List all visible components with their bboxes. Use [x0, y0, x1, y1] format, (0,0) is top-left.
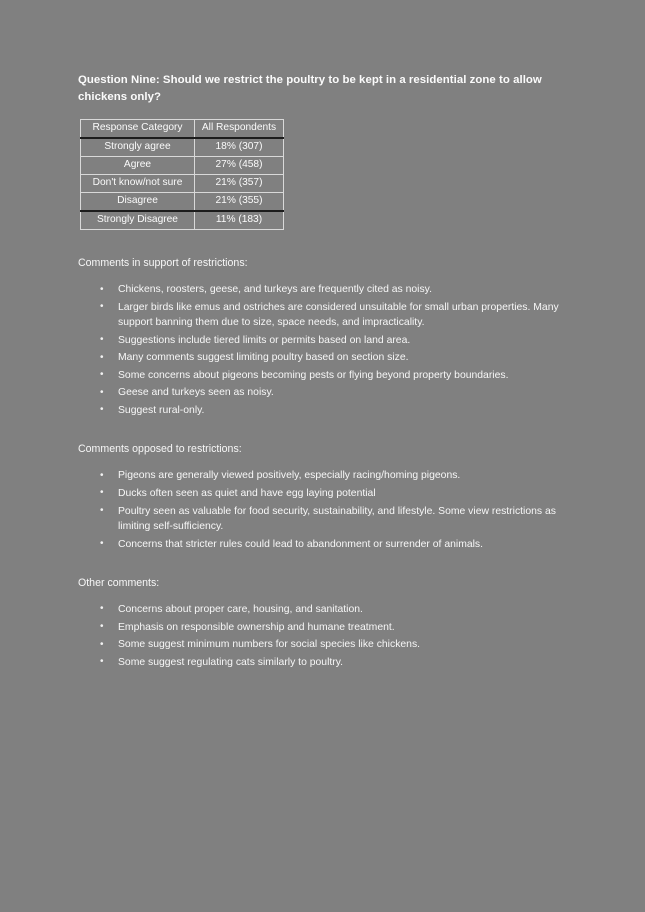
list-item: • Suggestions include tiered limits or permits based on land area. [78, 333, 567, 348]
list-item: • Concerns about proper care, housing, and sanitation. [78, 602, 567, 617]
list-item: • Some suggest regulating cats similarly to poultry. [78, 655, 567, 670]
list-item: • Some concerns about pigeons becoming pests or flying beyond property boundaries. [78, 368, 567, 383]
column-header-all-respondents: All Respondents [195, 120, 284, 139]
bullet-list [78, 602, 567, 670]
table-row [81, 193, 284, 212]
section-heading: Comments in support of restrictions: [78, 257, 248, 269]
list-item: • Emphasis on responsible ownership and humane treatment. [78, 620, 567, 635]
list-item: • Poultry seen as valuable for food security, sustainability, and lifestyle. Some view restrictions as limiting self-sufficiency. [78, 504, 567, 535]
list-item: • Ducks often seen as quiet and have egg laying potential [78, 486, 567, 501]
column-header-response-category: Response Category [81, 120, 195, 139]
section-heading: Other comments: [78, 576, 160, 589]
list-item: • Suggest rural-only. [78, 403, 567, 418]
section-heading: Comments opposed to restrictions: [78, 443, 242, 456]
list-item: • Many comments suggest limiting poultry based on section size. [78, 350, 567, 365]
cell-all-respondents: 21% (355) [195, 193, 284, 212]
cell-response-category: Agree [81, 157, 195, 175]
cell-all-respondents: 18% (307) [195, 138, 284, 157]
cell-all-respondents: 21% (357) [195, 175, 284, 193]
cell-response-category: Strongly Disagree [81, 211, 195, 230]
table-header-row [81, 120, 284, 139]
table-row [81, 211, 284, 230]
list-item: • Pigeons are generally viewed positively, especially racing/homing pigeons. [78, 468, 567, 483]
table-header [81, 120, 284, 139]
page-title: Question Nine: Should we restrict the poultry to be kept in a residential zone to allow chickens only? [78, 74, 542, 103]
list-item: • Chickens, roosters, geese, and turkeys are frequently cited as noisy. [78, 282, 567, 297]
cell-response-category: Disagree [81, 193, 195, 212]
cell-response-category: Strongly agree [81, 138, 195, 157]
cell-response-category: Don't know/not sure [81, 175, 195, 193]
section-other-comments [78, 576, 567, 670]
table-body [81, 138, 284, 230]
response-results-table [80, 119, 284, 230]
table-row [81, 157, 284, 175]
table-row [81, 175, 284, 193]
bullet-list [78, 468, 567, 552]
list-item: • Some suggest minimum numbers for social species like chickens. [78, 637, 567, 652]
cell-all-respondents: 11% (183) [195, 211, 284, 230]
section-comments-in-support [78, 256, 567, 418]
table-row [81, 138, 284, 157]
section-comments-opposed [78, 442, 567, 552]
bullet-list [78, 282, 567, 418]
cell-all-respondents: 27% (458) [195, 157, 284, 175]
list-item: • Larger birds like emus and ostriches are considered unsuitable for small urban properties. Many support banning them due to size, space needs, and impracticality. [78, 300, 567, 331]
list-item: • Geese and turkeys seen as noisy. [78, 385, 567, 400]
list-item: • Concerns that stricter rules could lead to abandonment or surrender of animals. [78, 537, 567, 552]
